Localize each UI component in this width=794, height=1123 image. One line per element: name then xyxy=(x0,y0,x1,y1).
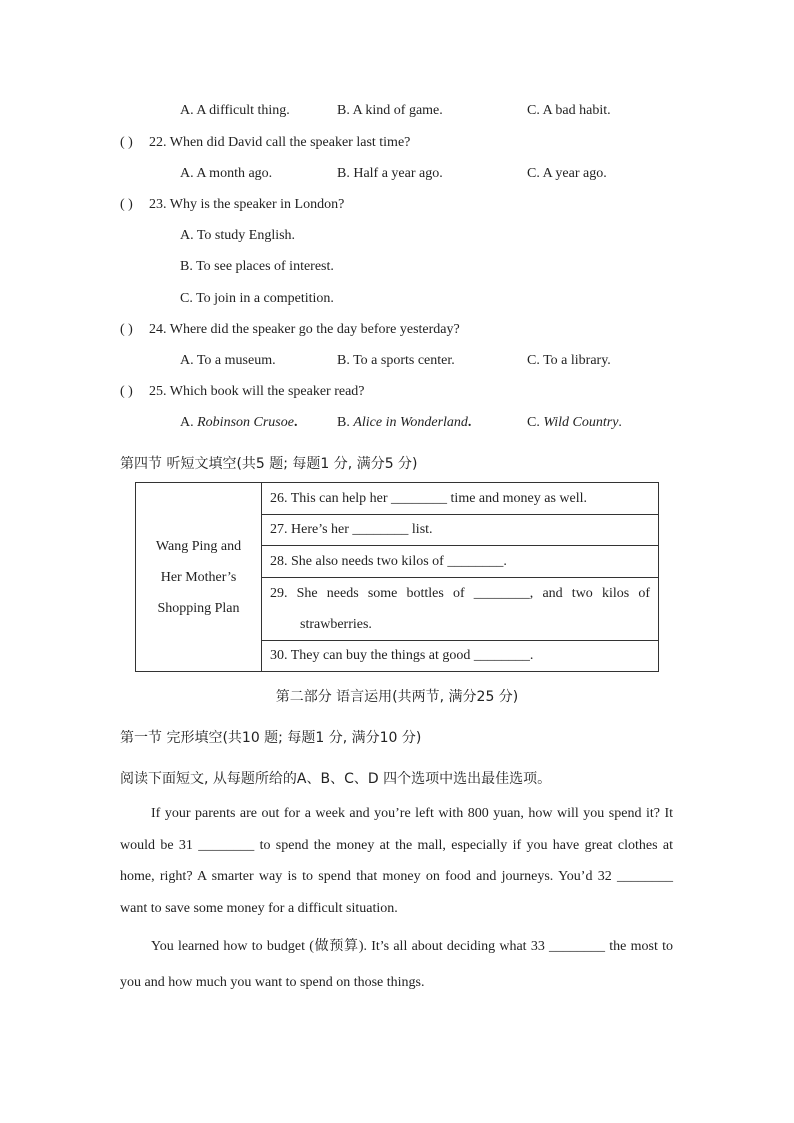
option-end: . xyxy=(293,415,298,430)
q23-option-c: C. To join in a competition. xyxy=(180,291,334,306)
table-row-30[interactable]: 30. They can buy the things at good ________. xyxy=(262,641,659,672)
q25-answer-bracket[interactable]: ( ) xyxy=(120,384,133,399)
book-title: Alice in Wonderland xyxy=(353,415,468,430)
q24-option-c: C. To a library. xyxy=(527,353,611,368)
q23-answer-bracket[interactable]: ( ) xyxy=(120,197,133,212)
q22-option-b: B. Half a year ago. xyxy=(337,166,443,181)
shopping-plan-table xyxy=(135,482,659,672)
q23-option-a: A. To study English. xyxy=(180,228,296,243)
q22-answer-bracket[interactable]: ( ) xyxy=(120,135,133,150)
table-row-29[interactable] xyxy=(262,578,659,641)
q21-option-b: B. A kind of game. xyxy=(337,103,443,118)
q21-option-a: A. A difficult thing. xyxy=(180,103,290,118)
section1-heading: 第一节 完形填空(共10 题; 每题1 分, 满分10 分) xyxy=(120,730,422,746)
section4-heading: 第四节 听短文填空(共5 题; 每题1 分, 满分5 分) xyxy=(120,456,418,472)
q24-answer-bracket[interactable]: ( ) xyxy=(120,322,133,337)
table-row-28[interactable]: 28. She also needs two kilos of ________. xyxy=(262,546,659,578)
instruction-text: 阅读下面短文, 从每题所给的A、B、C、D 四个选项中选出最佳选项。 xyxy=(120,771,552,787)
q22-stem: 22. When did David call the speaker last time? xyxy=(149,135,411,150)
table-left-label xyxy=(136,483,262,672)
q24-option-b: B. To a sports center. xyxy=(337,353,455,368)
q21-option-c: C. A bad habit. xyxy=(527,103,611,118)
option-letter: B. xyxy=(337,415,350,430)
book-title: Wild Country xyxy=(543,415,619,430)
table-row-26[interactable]: 26. This can help her ________ time and money as well. xyxy=(262,483,659,515)
passage-paragraph-2: You learned how to budget (做预算). It’s all about deciding what 33 ________ the most to you and how much you want to spend on those things. xyxy=(120,939,673,990)
passage-paragraph-1: If your parents are out for a week and you’re left with 800 yuan, how will you spend it? It would be 31 ________ to spend the money at the mall, especially if you have great clothes at home, right? A smarter way is to spend that money on food and journeys. You’d 32 ________ want to save some money for a difficult situation. xyxy=(120,806,673,916)
label-line: Her Mother’s xyxy=(160,569,237,585)
option-letter: A. xyxy=(180,415,194,430)
option-end: . xyxy=(618,415,622,430)
q22-option-a: A. A month ago. xyxy=(180,166,273,181)
row29-line2: strawberries. xyxy=(300,617,372,632)
row29-line1: 29. She needs some bottles of ________, and two kilos of xyxy=(270,586,650,601)
option-letter: C. xyxy=(527,415,540,430)
book-title: Robinson Crusoe xyxy=(197,415,294,430)
q24-option-a: A. To a museum. xyxy=(180,353,276,368)
label-line: Wang Ping and xyxy=(155,538,242,554)
q23-stem: 23. Why is the speaker in London? xyxy=(149,197,345,212)
q22-option-c: C. A year ago. xyxy=(527,166,607,181)
q25-option-a xyxy=(180,415,297,431)
q25-option-c xyxy=(527,415,622,431)
q25-option-b xyxy=(337,415,471,431)
table-row-27[interactable]: 27. Here’s her ________ list. xyxy=(262,515,659,546)
option-end: . xyxy=(467,415,472,430)
q25-stem: 25. Which book will the speaker read? xyxy=(149,384,365,399)
q24-stem: 24. Where did the speaker go the day before yesterday? xyxy=(149,322,460,337)
q23-option-b: B. To see places of interest. xyxy=(180,259,334,274)
label-line: Shopping Plan xyxy=(157,600,240,616)
part2-heading: 第二部分 语言运用(共两节, 满分25 分) xyxy=(275,689,519,705)
